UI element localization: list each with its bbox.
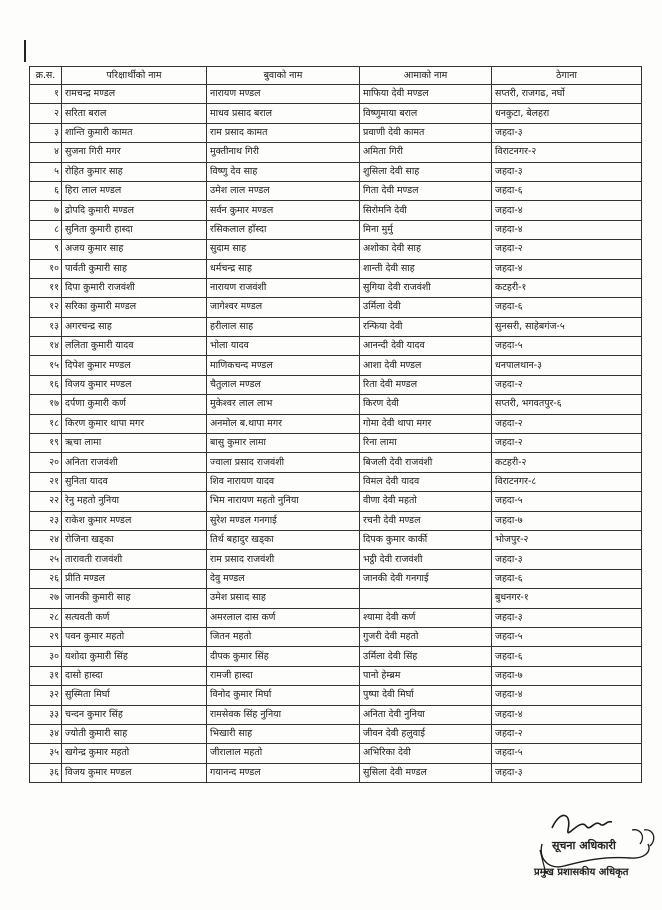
table-row (30, 162, 642, 181)
cell-serial: १८ (30, 414, 62, 433)
cell-serial: ५ (30, 162, 62, 181)
cell-father-name: अनमोल ब.थापा मगर (207, 414, 360, 433)
cell-candidate-name: किरण कुमार थापा मगर (62, 414, 207, 433)
cell-mother-name: आनन्दी देवी यादव (360, 337, 492, 356)
cell-father-name: राम प्रसाद राजवंशी (207, 550, 360, 569)
cell-address: कटहरी-२ (492, 453, 642, 472)
cell-mother-name: विमल देवी यादव (360, 472, 492, 491)
cell-candidate-name: अगरचन्द्र साह (62, 317, 207, 336)
table-row (30, 375, 642, 394)
cell-father-name: माणिकचन्द मण्डल (207, 356, 360, 375)
cell-address: जहदा-४ (492, 686, 642, 705)
cell-candidate-name: ज्योती कुमारी साह (62, 724, 207, 743)
cell-mother-name: दिपक कुमार कार्की (360, 530, 492, 549)
cell-address: जहदा-५ (492, 744, 642, 763)
table-row (30, 85, 642, 104)
table-row (30, 240, 642, 259)
cell-mother-name: गुजरी देवी महतो (360, 627, 492, 646)
table-row (30, 337, 642, 356)
cell-serial: २४ (30, 530, 62, 549)
cell-mother-name: विष्णुमाया बराल (360, 104, 492, 123)
cell-mother-name: जीवन देवी हलुवाई (360, 724, 492, 743)
cell-serial: ३६ (30, 763, 62, 782)
table-row (30, 104, 642, 123)
cell-father-name: जागेश्वर मण्डल (207, 298, 360, 317)
cell-serial: १५ (30, 356, 62, 375)
cell-address: जहदा-६ (492, 298, 642, 317)
cell-serial: ३ (30, 123, 62, 142)
table-row (30, 569, 642, 588)
cell-serial: ३४ (30, 724, 62, 743)
cell-mother-name: रिता देवी मण्डल (360, 375, 492, 394)
cell-address: जहदा-५ (492, 492, 642, 511)
cell-serial: ३५ (30, 744, 62, 763)
table-row (30, 201, 642, 220)
cell-address: जहदा-३ (492, 608, 642, 627)
cell-mother-name: अमिता गिरी (360, 143, 492, 162)
cell-father-name: तिर्थ बहादुर खड्का (207, 530, 360, 549)
cell-address: सप्तरी, भगवतपुर-६ (492, 395, 642, 414)
cell-father-name: मुकेश्वर लाल लाभ (207, 395, 360, 414)
cell-candidate-name: रामचन्द्र मण्डल (62, 85, 207, 104)
table-header-row (30, 67, 642, 85)
cell-address: जहदा-५ (492, 337, 642, 356)
cell-address: जहदा-७ (492, 666, 642, 685)
cell-serial: १९ (30, 434, 62, 453)
candidate-table (29, 66, 642, 783)
cell-father-name: जीरालाल महतो (207, 744, 360, 763)
cell-mother-name (360, 589, 492, 608)
cell-father-name: भिखारी साह (207, 724, 360, 743)
margin-mark (24, 40, 26, 62)
table-row (30, 744, 642, 763)
cell-mother-name: माफिया देवी मण्डल (360, 85, 492, 104)
cell-address: जहदा-३ (492, 550, 642, 569)
cell-address: सप्तरी, राजगढ, नर्घो (492, 85, 642, 104)
cell-address: धनपालथान-३ (492, 356, 642, 375)
cell-address: जहदा-४ (492, 201, 642, 220)
cell-father-name: रामसेवक सिंह नुनिया (207, 705, 360, 724)
table-row (30, 686, 642, 705)
table-row (30, 472, 642, 491)
cell-address: जहदा-६ (492, 569, 642, 588)
cell-address: धनकुटा, बेलहरा (492, 104, 642, 123)
cell-address: जहदा-३ (492, 763, 642, 782)
cell-candidate-name: सरिता बराल (62, 104, 207, 123)
cell-serial: ४ (30, 143, 62, 162)
cell-address: जहदा-३ (492, 162, 642, 181)
cell-serial: २१ (30, 472, 62, 491)
cell-serial: २७ (30, 589, 62, 608)
cell-serial: ११ (30, 278, 62, 297)
cell-serial: १ (30, 85, 62, 104)
signature-designation: प्रमुख प्रशासकीय अधिकृत (534, 867, 629, 878)
signature-stamp (520, 800, 662, 910)
cell-address: जहदा-६ (492, 181, 642, 200)
cell-mother-name: सुसिला देवी मण्डल (360, 763, 492, 782)
cell-candidate-name: तारावती राजवंशी (62, 550, 207, 569)
signature-title: सूचना अधिकारी (552, 839, 616, 852)
table-row (30, 434, 642, 453)
cell-mother-name: प्रवाणी देवी कामत (360, 123, 492, 142)
cell-serial: १२ (30, 298, 62, 317)
cell-candidate-name: विजय कुमार मण्डल (62, 375, 207, 394)
table-row (30, 453, 642, 472)
cell-candidate-name: दिपेश कुमार मण्डल (62, 356, 207, 375)
cell-father-name: भिम नारायण महतो नुनिया (207, 492, 360, 511)
cell-address: जहदा-५ (492, 627, 642, 646)
cell-address: जहदा-२ (492, 240, 642, 259)
cell-address: जहदा-४ (492, 220, 642, 239)
cell-serial: १६ (30, 375, 62, 394)
cell-serial: २२ (30, 492, 62, 511)
cell-mother-name: वीणा देवी महतो (360, 492, 492, 511)
cell-candidate-name: सत्यवती कर्ण (62, 608, 207, 627)
cell-candidate-name: अजय कुमार साह (62, 240, 207, 259)
cell-father-name: माधव प्रसाद बराल (207, 104, 360, 123)
cell-candidate-name: शान्ति कुमारी कामत (62, 123, 207, 142)
cell-address: जहदा-२ (492, 724, 642, 743)
cell-father-name: भोला यादव (207, 337, 360, 356)
cell-candidate-name: ललिता कुमारी यादव (62, 337, 207, 356)
cell-father-name: सुरेश मण्डल गनगाई (207, 511, 360, 530)
cell-candidate-name: दिपा कुमारी राजवंशी (62, 278, 207, 297)
cell-father-name: मुक्तीनाथ गिरी (207, 143, 360, 162)
cell-mother-name: मिना मुर्मु (360, 220, 492, 239)
cell-serial: ३३ (30, 705, 62, 724)
cell-address: जहदा-७ (492, 511, 642, 530)
cell-serial: १३ (30, 317, 62, 336)
cell-serial: ६ (30, 181, 62, 200)
cell-mother-name: जानकी देवी गनगाई (360, 569, 492, 588)
cell-mother-name: श्यामा देवी कर्ण (360, 608, 492, 627)
cell-mother-name: पुष्पा देवी मिर्घा (360, 686, 492, 705)
cell-mother-name: अनिता देवी नुनिया (360, 705, 492, 724)
cell-candidate-name: खगेन्द्र कुमार महतो (62, 744, 207, 763)
cell-serial: १४ (30, 337, 62, 356)
cell-serial: २३ (30, 511, 62, 530)
cell-candidate-name: दर्पणा कुमारी कर्ण (62, 395, 207, 414)
table-row (30, 550, 642, 569)
cell-father-name: सर्वन कुमार मण्डल (207, 201, 360, 220)
cell-address: जहदा-६ (492, 647, 642, 666)
cell-serial: ३० (30, 647, 62, 666)
cell-serial: २ (30, 104, 62, 123)
cell-serial: ३२ (30, 686, 62, 705)
cell-father-name: विष्णु देव साह (207, 162, 360, 181)
cell-father-name: चैतुलाल मण्डल (207, 375, 360, 394)
header-father-name: बुवाको नाम (207, 67, 360, 85)
cell-address: जहदा-२ (492, 375, 642, 394)
cell-candidate-name: सुनिता कुमारी हास्दा (62, 220, 207, 239)
cell-mother-name: गोमा देवी थापा मगर (360, 414, 492, 433)
cell-mother-name: आशा देवी मण्डल (360, 356, 492, 375)
cell-address: जहदा-२ (492, 414, 642, 433)
table-row (30, 530, 642, 549)
cell-father-name: उमेश लाल मण्डल (207, 181, 360, 200)
cell-father-name: देवु मण्डल (207, 569, 360, 588)
cell-address: बुधनगर-१ (492, 589, 642, 608)
cell-mother-name: गिता देवी मण्डल (360, 181, 492, 200)
cell-address: विराटनगर-८ (492, 472, 642, 491)
table-row (30, 356, 642, 375)
cell-candidate-name: दासो हास्दा (62, 666, 207, 685)
table-row (30, 181, 642, 200)
cell-father-name: दीपक कुमार सिंह (207, 647, 360, 666)
cell-candidate-name: द्रोपदि कुमारी मण्डल (62, 201, 207, 220)
cell-father-name: रसिकलाल हाँस्दा (207, 220, 360, 239)
cell-serial: १७ (30, 395, 62, 414)
header-mother-name: आमाको नाम (360, 67, 492, 85)
cell-father-name: गयानन्द मण्डल (207, 763, 360, 782)
table-body (30, 85, 642, 783)
cell-candidate-name: हिरा लाल मण्डल (62, 181, 207, 200)
cell-candidate-name: रेनु महतो नुनिया (62, 492, 207, 511)
cell-address: जहदा-४ (492, 705, 642, 724)
cell-mother-name: पानो हेम्ब्रम (360, 666, 492, 685)
cell-mother-name: सुगिया देवी राजवंशी (360, 278, 492, 297)
cell-candidate-name: सुनिता यादव (62, 472, 207, 491)
cell-candidate-name: सुस्मिता मिर्घा (62, 686, 207, 705)
table-row (30, 705, 642, 724)
cell-serial: ८ (30, 220, 62, 239)
table-row (30, 608, 642, 627)
cell-mother-name: अभिरिका देवी (360, 744, 492, 763)
cell-candidate-name: सुजना गिरी मगर (62, 143, 207, 162)
cell-father-name: हरीलाल साह (207, 317, 360, 336)
cell-address: जहदा-३ (492, 123, 642, 142)
cell-mother-name: अशोका देवी साह (360, 240, 492, 259)
cell-mother-name: किरण देवी (360, 395, 492, 414)
cell-serial: २० (30, 453, 62, 472)
table-row (30, 414, 642, 433)
cell-mother-name: शान्ती देवी साह (360, 259, 492, 278)
cell-father-name: बासु कुमार लामा (207, 434, 360, 453)
cell-serial: २९ (30, 627, 62, 646)
table-row (30, 511, 642, 530)
cell-candidate-name: अनिता राजवंशी (62, 453, 207, 472)
table-row (30, 666, 642, 685)
cell-serial: २५ (30, 550, 62, 569)
cell-father-name: ज्वाला प्रसाद राजवंशी (207, 453, 360, 472)
cell-address: भोजपुर-२ (492, 530, 642, 549)
table-row (30, 143, 642, 162)
cell-mother-name: रिना लामा (360, 434, 492, 453)
cell-mother-name: रचनी देवी मण्डल (360, 511, 492, 530)
cell-candidate-name: पार्वती कुमारी साह (62, 259, 207, 278)
cell-father-name: धर्मचन्द्र साह (207, 259, 360, 278)
cell-candidate-name: चन्दन कुमार सिंह (62, 705, 207, 724)
table-row (30, 589, 642, 608)
header-candidate-name: परिक्षार्थीको नाम (62, 67, 207, 85)
cell-candidate-name: रोहित कुमार साह (62, 162, 207, 181)
table-row (30, 763, 642, 782)
table-row (30, 724, 642, 743)
cell-candidate-name: ऋचा लामा (62, 434, 207, 453)
cell-serial: २८ (30, 608, 62, 627)
cell-father-name: नारायण मण्डल (207, 85, 360, 104)
cell-candidate-name: यशोदा कुमारी सिंह (62, 647, 207, 666)
cell-mother-name: सिरोमनि देवी (360, 201, 492, 220)
cell-father-name: नारायण राजवंशी (207, 278, 360, 297)
cell-candidate-name: जानकी कुमारी साह (62, 589, 207, 608)
cell-serial: २६ (30, 569, 62, 588)
table-row (30, 395, 642, 414)
cell-father-name: विनोद कुमार मिर्घा (207, 686, 360, 705)
table-row (30, 298, 642, 317)
cell-serial: ७ (30, 201, 62, 220)
cell-address: कटहरी-१ (492, 278, 642, 297)
cell-mother-name: रन्फिया देवी (360, 317, 492, 336)
cell-father-name: राम प्रसाद कामत (207, 123, 360, 142)
cell-address: जहदा-४ (492, 259, 642, 278)
table-row (30, 647, 642, 666)
cell-candidate-name: प्रीति मण्डल (62, 569, 207, 588)
cell-serial: १० (30, 259, 62, 278)
table-row (30, 317, 642, 336)
cell-address: विराटनगर-२ (492, 143, 642, 162)
cell-candidate-name: राकेश कुमार मण्डल (62, 511, 207, 530)
table-row (30, 220, 642, 239)
cell-father-name: अमरलाल दास कर्ण (207, 608, 360, 627)
table-row (30, 259, 642, 278)
cell-father-name: रामजी हास्दा (207, 666, 360, 685)
cell-candidate-name: रोजिना खड्का (62, 530, 207, 549)
cell-mother-name: शुसिला देवी साह (360, 162, 492, 181)
cell-address: जहदा-२ (492, 434, 642, 453)
table-row (30, 627, 642, 646)
cell-mother-name: बिजली देवी राजवंशी (360, 453, 492, 472)
cell-candidate-name: विजय कुमार मण्डल (62, 763, 207, 782)
table-row (30, 123, 642, 142)
cell-candidate-name: सरिका कुमारी मण्डल (62, 298, 207, 317)
cell-candidate-name: पवन कुमार महतो (62, 627, 207, 646)
table-row (30, 492, 642, 511)
table-row (30, 278, 642, 297)
cell-mother-name: भट्ठी देवी राजवंशी (360, 550, 492, 569)
cell-serial: ३१ (30, 666, 62, 685)
cell-father-name: जितन महतो (207, 627, 360, 646)
cell-mother-name: उर्मिला देवी सिंह (360, 647, 492, 666)
header-serial: क्र.स. (30, 67, 62, 85)
cell-serial: ९ (30, 240, 62, 259)
cell-father-name: शिव नारायण यादव (207, 472, 360, 491)
cell-father-name: सुदाम साह (207, 240, 360, 259)
header-address: ठेगाना (492, 67, 642, 85)
cell-address: सुनसरी, साहेबगंज-५ (492, 317, 642, 336)
cell-father-name: उमेश प्रसाद साह (207, 589, 360, 608)
cell-mother-name: उर्मिला देवी (360, 298, 492, 317)
